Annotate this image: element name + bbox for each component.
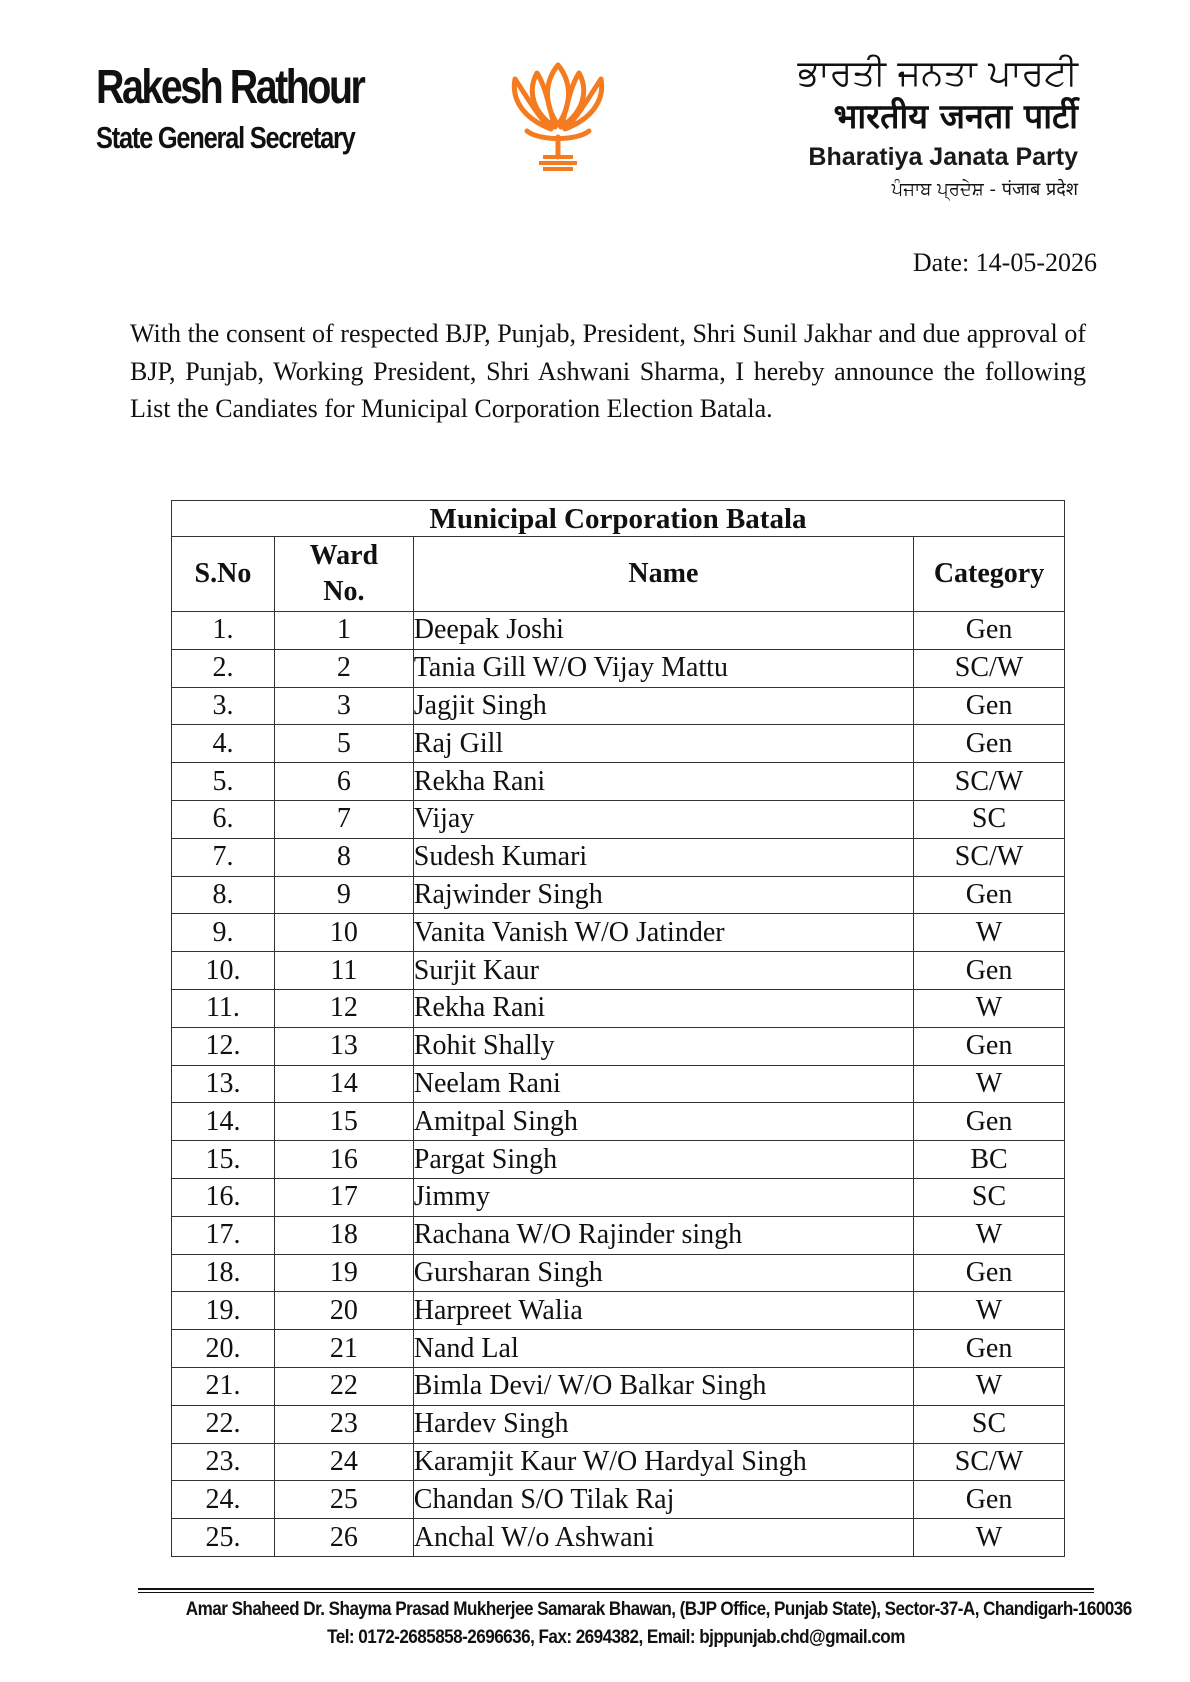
footer-contact: Tel: 0172-2685858-2696636, Fax: 2694382, Email: bjppunjab.chd@gmail.com <box>327 1627 905 1648</box>
cell-ward: 8 <box>274 838 413 876</box>
header-sno: S.No <box>172 537 275 612</box>
cell-name: Anchal W/o Ashwani <box>413 1519 913 1557</box>
cell-category: BC <box>914 1141 1065 1179</box>
cell-sno: 7. <box>172 838 275 876</box>
header-category: Category <box>914 537 1065 612</box>
cell-sno: 10. <box>172 952 275 990</box>
cell-sno: 2. <box>172 649 275 687</box>
cell-category: SC <box>914 1405 1065 1443</box>
sender-name: Rakesh Rathour <box>96 61 364 114</box>
cell-name: Neelam Rani <box>413 1065 913 1103</box>
cell-category: SC/W <box>914 649 1065 687</box>
cell-category: Gen <box>914 952 1065 990</box>
cell-category: SC <box>914 1178 1065 1216</box>
cell-ward: 20 <box>274 1292 413 1330</box>
cell-ward: 7 <box>274 800 413 838</box>
cell-ward: 13 <box>274 1027 413 1065</box>
cell-sno: 5. <box>172 763 275 801</box>
cell-category: Gen <box>914 725 1065 763</box>
cell-name: Vanita Vanish W/O Jatinder <box>413 914 913 952</box>
candidates-table <box>171 500 1065 1557</box>
cell-name: Jimmy <box>413 1178 913 1216</box>
cell-name: Pargat Singh <box>413 1141 913 1179</box>
cell-sno: 25. <box>172 1519 275 1557</box>
cell-ward: 15 <box>274 1103 413 1141</box>
cell-category: SC/W <box>914 1443 1065 1481</box>
cell-ward: 5 <box>274 725 413 763</box>
cell-ward: 2 <box>274 649 413 687</box>
cell-name: Karamjit Kaur W/O Hardyal Singh <box>413 1443 913 1481</box>
cell-ward: 10 <box>274 914 413 952</box>
cell-name: Rohit Shally <box>413 1027 913 1065</box>
cell-sno: 16. <box>172 1178 275 1216</box>
cell-ward: 14 <box>274 1065 413 1103</box>
cell-category: W <box>914 1367 1065 1405</box>
cell-sno: 11. <box>172 989 275 1027</box>
table-row <box>172 1178 1065 1216</box>
header-ward-label: Ward No. <box>309 540 379 607</box>
cell-sno: 1. <box>172 612 275 650</box>
cell-ward: 17 <box>274 1178 413 1216</box>
cell-name: Jagjit Singh <box>413 687 913 725</box>
table-row <box>172 838 1065 876</box>
cell-sno: 9. <box>172 914 275 952</box>
cell-sno: 18. <box>172 1254 275 1292</box>
cell-category: W <box>914 914 1065 952</box>
table-row <box>172 1254 1065 1292</box>
cell-sno: 12. <box>172 1027 275 1065</box>
table-row <box>172 649 1065 687</box>
party-name-gurmukhi: ਭਾਰਤੀ ਜਨਤਾ ਪਾਰਟੀ <box>797 53 1078 94</box>
party-name-block <box>797 52 1078 204</box>
footer-divider <box>138 1588 1094 1590</box>
cell-sno: 17. <box>172 1216 275 1254</box>
cell-sno: 4. <box>172 725 275 763</box>
cell-ward: 19 <box>274 1254 413 1292</box>
table-row <box>172 763 1065 801</box>
cell-name: Rachana W/O Rajinder singh <box>413 1216 913 1254</box>
table-row <box>172 612 1065 650</box>
cell-sno: 24. <box>172 1481 275 1519</box>
cell-sno: 20. <box>172 1330 275 1368</box>
cell-sno: 23. <box>172 1443 275 1481</box>
table-caption: Municipal Corporation Batala <box>172 501 1065 537</box>
table-row <box>172 1065 1065 1103</box>
party-state-unit: ਪੰਜਾਬ ਪ੍ਰਦੇਸ਼ - पंजाब प्रदेश <box>891 179 1078 200</box>
cell-ward: 26 <box>274 1519 413 1557</box>
cell-sno: 22. <box>172 1405 275 1443</box>
cell-name: Rekha Rani <box>413 763 913 801</box>
cell-sno: 6. <box>172 800 275 838</box>
cell-ward: 21 <box>274 1330 413 1368</box>
cell-category: Gen <box>914 1027 1065 1065</box>
party-name-english: Bharatiya Janata Party <box>808 143 1078 171</box>
cell-ward: 12 <box>274 989 413 1027</box>
table-row <box>172 1292 1065 1330</box>
cell-ward: 11 <box>274 952 413 990</box>
cell-sno: 3. <box>172 687 275 725</box>
letter-date: Date: 14-05-2026 <box>912 248 1097 277</box>
table-row <box>172 914 1065 952</box>
intro-paragraph: With the consent of respected BJP, Punjab, President, Shri Sunil Jakhar and due approval of BJP, Punjab, Working President, Shri Ashwani Sharma, I hereby announce the following List the Candiates for Municipal Corporation Election Batala. <box>130 319 1086 423</box>
cell-name: Rekha Rani <box>413 989 913 1027</box>
cell-name: Gursharan Singh <box>413 1254 913 1292</box>
sender-title: State General Secretary <box>96 120 355 155</box>
table-row <box>172 1330 1065 1368</box>
cell-sno: 13. <box>172 1065 275 1103</box>
cell-name: Chandan S/O Tilak Raj <box>413 1481 913 1519</box>
footer-divider-thin <box>138 1592 1094 1593</box>
party-name-devanagari: भारतीय जनता पार्टी <box>833 97 1078 137</box>
footer-address: Amar Shaheed Dr. Shayma Prasad Mukherjee Samarak Bhawan, (BJP Office, Punjab State), Sector-37-A, Chandigarh-160036 <box>185 1599 1132 1620</box>
cell-ward: 1 <box>274 612 413 650</box>
cell-category: Gen <box>914 1481 1065 1519</box>
cell-category: Gen <box>914 612 1065 650</box>
cell-name: Deepak Joshi <box>413 612 913 650</box>
cell-ward: 24 <box>274 1443 413 1481</box>
table-row <box>172 1216 1065 1254</box>
cell-category: W <box>914 989 1065 1027</box>
cell-sno: 14. <box>172 1103 275 1141</box>
cell-category: Gen <box>914 1330 1065 1368</box>
table-body <box>172 612 1065 1557</box>
cell-sno: 21. <box>172 1367 275 1405</box>
table-row <box>172 800 1065 838</box>
cell-name: Nand Lal <box>413 1330 913 1368</box>
cell-name: Tania Gill W/O Vijay Mattu <box>413 649 913 687</box>
cell-category: W <box>914 1216 1065 1254</box>
table-row <box>172 1027 1065 1065</box>
table-row <box>172 1519 1065 1557</box>
cell-category: SC/W <box>914 838 1065 876</box>
cell-sno: 8. <box>172 876 275 914</box>
cell-category: Gen <box>914 1103 1065 1141</box>
table-row <box>172 1443 1065 1481</box>
cell-sno: 15. <box>172 1141 275 1179</box>
cell-name: Vijay <box>413 800 913 838</box>
cell-name: Sudesh Kumari <box>413 838 913 876</box>
table-row <box>172 1141 1065 1179</box>
cell-category: Gen <box>914 687 1065 725</box>
cell-ward: 3 <box>274 687 413 725</box>
cell-category: W <box>914 1519 1065 1557</box>
cell-name: Rajwinder Singh <box>413 876 913 914</box>
cell-ward: 18 <box>274 1216 413 1254</box>
cell-ward: 9 <box>274 876 413 914</box>
cell-name: Raj Gill <box>413 725 913 763</box>
cell-name: Harpreet Walia <box>413 1292 913 1330</box>
table-row <box>172 725 1065 763</box>
table-row <box>172 1481 1065 1519</box>
cell-ward: 25 <box>274 1481 413 1519</box>
lotus-icon <box>503 57 613 177</box>
cell-category: W <box>914 1292 1065 1330</box>
cell-category: W <box>914 1065 1065 1103</box>
cell-ward: 6 <box>274 763 413 801</box>
header-ward <box>274 537 413 612</box>
header-name: Name <box>413 537 913 612</box>
footer <box>138 1596 1132 1652</box>
cell-category: Gen <box>914 876 1065 914</box>
table-row <box>172 1103 1065 1141</box>
cell-name: Surjit Kaur <box>413 952 913 990</box>
cell-ward: 22 <box>274 1367 413 1405</box>
table-row <box>172 1405 1065 1443</box>
table-row <box>172 989 1065 1027</box>
cell-name: Hardev Singh <box>413 1405 913 1443</box>
cell-ward: 23 <box>274 1405 413 1443</box>
cell-category: SC <box>914 800 1065 838</box>
table-row <box>172 687 1065 725</box>
cell-name: Amitpal Singh <box>413 1103 913 1141</box>
table-row <box>172 876 1065 914</box>
table-row <box>172 1367 1065 1405</box>
cell-category: Gen <box>914 1254 1065 1292</box>
cell-category: SC/W <box>914 763 1065 801</box>
cell-sno: 19. <box>172 1292 275 1330</box>
table-row <box>172 952 1065 990</box>
cell-ward: 16 <box>274 1141 413 1179</box>
cell-name: Bimla Devi/ W/O Balkar Singh <box>413 1367 913 1405</box>
